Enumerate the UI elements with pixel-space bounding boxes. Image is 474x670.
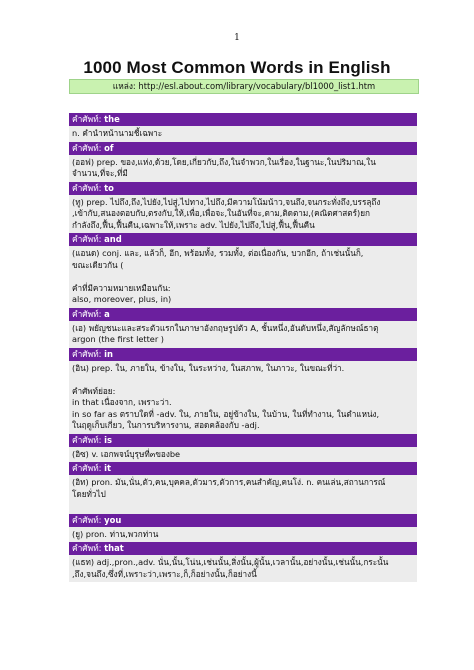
entry-label: คำศัพท์: [72, 348, 105, 359]
entry-definition: (ทู) prep. ไปถึง,ถึง,ไปยัง,ไปสู่,ไปทาง,ไปถึง,มีความโน้มน้าว,จนถึง,จนกระทั่งถึง,บรรลุถึง ,เข้ากับ,สนองตอบกับ,ตรงกับ,ให้,เพื่อ,เพื่อจะ,ในอันที่จะ,ตาม,ติดตาม,(คณิตศาสตร์)ยก กำลังถึง,ฟื้น,ฟื้นคืน,เฉพาะให้,เพราะ adv. ไปยัง,ไปถึง,ไปสู่,ฟื้น,ฟื้นคืน [69, 195, 417, 234]
entry-definition: n. คำนำหน้านามชี้เฉพาะ [69, 126, 417, 142]
entry-label: คำศัพท์: [72, 463, 105, 473]
word-entry-a [69, 308, 417, 348]
word-entry-in [69, 348, 417, 434]
entry-header [69, 308, 417, 321]
word-entry-is [69, 434, 417, 463]
entry-word: to [104, 182, 114, 193]
entry-header [69, 542, 417, 555]
entry-header [69, 514, 417, 527]
entry-label: คำศัพท์: [72, 308, 105, 319]
entry-label: คำศัพท์: [72, 434, 105, 445]
word-entry-the [69, 113, 417, 142]
word-entry-list [69, 113, 417, 582]
entry-label: คำศัพท์: [72, 182, 105, 193]
word-entry-of [69, 142, 417, 182]
entry-definition: (แธท) adj.,pron.,adv. นั่น,นั้น,โน่น,เช่นนั้น,สิ่งนั้น,ผู้นั้น,เวลานั้น,อย่างนั้น,เช่นนั้น,กระนั้น ,ถึง,จนถึง,ซึ่งที่,เพราะว่า,เพราะ,ก็,ก็อย่างนั้น,ก็อย่างนี้ [69, 555, 417, 582]
entry-word: is [104, 434, 113, 445]
entry-header [69, 348, 417, 361]
entry-word: of [104, 142, 114, 153]
entry-label: คำศัพท์: [72, 142, 105, 153]
word-entry-to [69, 182, 417, 234]
entry-definition: (อิซ) v. เอกพจน์บุรุษที่๓ของbe [69, 447, 417, 463]
entry-header [69, 462, 417, 475]
entry-word: you [104, 514, 122, 525]
entry-word: that [104, 543, 124, 553]
entry-word: a [104, 308, 110, 319]
entry-header [69, 434, 417, 447]
entry-label: คำศัพท์: [72, 514, 105, 525]
word-entry-and [69, 233, 417, 308]
entry-definition: (อิน) prep. ใน, ภายใน, ข้างใน, ในระหว่าง, ในสภาพ, ในภาวะ, ในขณะที่ว่า. คำศัพท์ย่อย: in that เนื่องจาก, เพราะว่า. in so far as ตราบใดที่ -adv. ใน, ภายใน, อยู่ข้างใน, ในบ้าน, ในที่ทำงาน, ในตำแหน่ง, ในฤดูเก็บเกี่ยว, ในการบริหารงาน, สอดคล้องกับ -adj. [69, 361, 417, 434]
entry-header [69, 113, 417, 126]
entry-label: คำศัพท์: [72, 234, 105, 244]
entry-word: in [104, 348, 113, 359]
entry-definition: (ออฟ) prep. ของ,แห่ง,ด้วย,โดย,เกี่ยวกับ,ถึง,ในจำพวก,ในเรื่อง,ในฐานะ,ในปริมาณ,ใน จำนวน,ที่จะ,ที่มี [69, 155, 417, 182]
page-number: 1 [234, 33, 240, 43]
entry-word: it [104, 463, 112, 473]
entry-definition: (ยู) pron. ท่าน,พวกท่าน [69, 527, 417, 543]
source-line: แหล่ง: http://esl.about.com/library/vocabulary/bl1000_list1.htm [69, 79, 419, 94]
entry-header [69, 182, 417, 195]
entry-word: and [104, 234, 122, 244]
word-entry-that [69, 542, 417, 582]
entry-word: the [104, 114, 120, 124]
entry-definition: (อิท) pron. มัน,นั่น,ตัว,คน,บุคคล,ตัวมาร,ตัวการ,คนสำคัญ,คนโง่. n. คนเล่น,สถานการณ์ โดยทั่วไป [69, 475, 417, 514]
entry-label: คำศัพท์: [72, 114, 105, 124]
entry-header [69, 233, 417, 246]
entry-label: คำศัพท์: [72, 543, 105, 553]
entry-definition: (เอ) พยัญชนะและสระตัวแรกในภาษาอังกฤษรูปตัว A, ชั้นหนึ่ง,อันดับหนึ่ง,สัญลักษณ์ธาตุ argon (the first letter ) [69, 321, 417, 348]
word-entry-it [69, 462, 417, 514]
entry-definition: (แอนด) conj. และ, แล้วก็, อีก, พร้อมทั้ง, รวมทั้ง, ต่อเนื่องกัน, บวกอีก, ถ้าเช่นนั้นก็, ขณะเดียวกัน ( คำที่มีความหมายเหมือนกัน: also, moreover, plus, in) [69, 246, 417, 308]
word-entry-you [69, 514, 417, 543]
document-title: 1000 Most Common Words in English [83, 58, 391, 77]
entry-header [69, 142, 417, 155]
